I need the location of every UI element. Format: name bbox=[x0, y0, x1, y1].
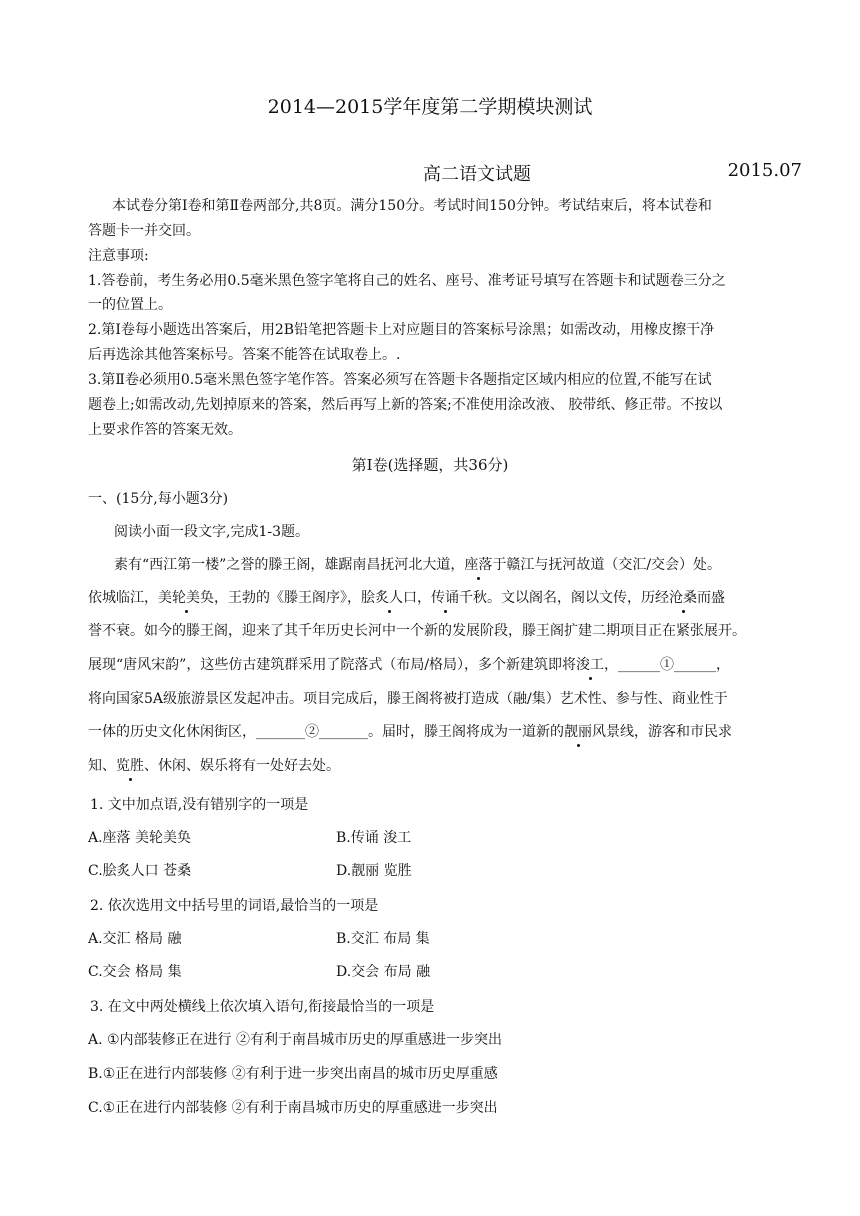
exam-subtitle: 高二语文试题 bbox=[423, 164, 531, 185]
passage-text: ，______①______， bbox=[604, 657, 731, 673]
passage-text: 一体的历史文化休闲街区，_______②_______。届时，滕王阁将成为一道新的 bbox=[88, 724, 564, 740]
question-3-option-a[interactable]: A. ①内部装修正在进行 ②有利于南昌城市历史的厚重感进一步突出 bbox=[88, 1032, 503, 1048]
question-1-option-d[interactable]: D.靓丽 览胜 bbox=[336, 863, 412, 879]
question-1-stem: 1. 文中加点语,没有错别字的一项是 bbox=[90, 797, 309, 813]
passage-line-4 bbox=[88, 655, 730, 675]
passage-text: 知、 bbox=[88, 758, 116, 774]
notice-1b: 一的位置上。 bbox=[88, 297, 172, 313]
intro-line-1: 本试卷分第Ⅰ卷和第Ⅱ卷两部分,共8页。满分150分。考试时间150分钟。考试结束后，将本试卷和 bbox=[112, 198, 712, 214]
reading-instruction: 阅读小面一段文字,完成1-3题。 bbox=[114, 524, 309, 540]
dotted-word: 脍炙人口 bbox=[361, 590, 417, 606]
question-2-stem: 2. 依次选用文中括号里的词语,最恰当的一项是 bbox=[90, 898, 379, 914]
question-2-option-b[interactable]: B.交汇 布局 集 bbox=[336, 931, 430, 947]
passage-text: 风景线，游客和市民求 bbox=[592, 724, 732, 740]
passage-line-5: 将向国家5A级旅游景区发起冲击。项目完成后，滕王阁将被打造成（融/集）艺术性、参与性、商业性于 bbox=[88, 691, 728, 707]
dotted-word: 沧桑 bbox=[669, 590, 697, 606]
intro-line-2: 答题卡一并交回。 bbox=[88, 223, 200, 239]
part-heading: 一、(15分,每小题3分) bbox=[88, 491, 229, 507]
section-heading: 第Ⅰ卷(选择题，共36分) bbox=[351, 456, 509, 474]
notice-heading: 注意事项: bbox=[88, 248, 149, 264]
question-3-option-b[interactable]: B.①正在进行内部装修 ②有利于进一步突出南昌的城市历史厚重感 bbox=[88, 1066, 498, 1082]
exam-date: 2015.07 bbox=[727, 160, 802, 181]
dotted-word: 览胜 bbox=[116, 758, 144, 774]
passage-line-3: 誉不衰。如今的滕王阁，迎来了其千年历史长河中一个新的发展阶段，滕王阁扩建二期项目正在紧张展开。 bbox=[88, 623, 746, 639]
notice-3c: 上要求作答的答案无效。 bbox=[88, 422, 242, 438]
passage-text: ， bbox=[417, 590, 431, 606]
question-2-option-d[interactable]: D.交会 布局 融 bbox=[336, 964, 431, 980]
passage-line-1 bbox=[114, 555, 721, 575]
passage-line-2 bbox=[88, 588, 725, 608]
notice-3b: 题卷上;如需改动,先划掉原来的答案，然后再写上新的答案;不准使用涂改液、 胶带纸、修正带。不按以 bbox=[88, 397, 723, 413]
passage-line-6 bbox=[88, 722, 732, 742]
dotted-word: 靓丽 bbox=[564, 724, 592, 740]
question-3-stem: 3. 在文中两处横线上依次填入语句,衔接最恰当的一项是 bbox=[90, 999, 435, 1015]
passage-text: 依城临江， bbox=[88, 590, 158, 606]
notice-2b: 后再选涂其他答案标号。答案不能答在试取卷上。. bbox=[88, 347, 401, 363]
dotted-word: 美轮美奂 bbox=[158, 590, 214, 606]
passage-text: ，王勃的《滕王阁序》， bbox=[214, 590, 361, 606]
question-1-option-a[interactable]: A.座落 美轮美奂 bbox=[88, 830, 192, 846]
notice-3a: 3.第Ⅱ卷必须用0.5毫米黑色签字笔作答。答案必须写在答题卡各题指定区域内相应的位置,不能写在试 bbox=[88, 372, 712, 388]
passage-text: 展现“唐风宋韵”，这些仿古建筑群采用了院落式（布局/格局），多个新建筑即将 bbox=[88, 657, 577, 673]
notice-1a: 1.答卷前，考生务必用0.5毫米黑色签字笔将自己的姓名、座号、准考证号填写在答题卡和试题卷三分之 bbox=[88, 273, 726, 289]
question-2-option-c[interactable]: C.交会 格局 集 bbox=[88, 964, 182, 980]
question-1-option-b[interactable]: B.传诵 浚工 bbox=[336, 830, 412, 846]
dotted-word: 浚工 bbox=[576, 657, 605, 673]
dotted-word: 座落 bbox=[464, 557, 493, 573]
passage-text: 千秋。文以阁名，阁以文传，历经 bbox=[459, 590, 669, 606]
passage-text: 而盛 bbox=[697, 590, 725, 606]
notice-2a: 2.第Ⅰ卷每小题选出答案后，用2B铅笔把答题卡上对应题目的答案标号涂黑；如需改动，用橡皮擦干净 bbox=[88, 322, 715, 338]
exam-title: 2014—2015学年度第二学期模块测试 bbox=[267, 96, 593, 118]
question-3-option-c[interactable]: C.①正在进行内部装修 ②有利于南昌城市历史的厚重感进一步突出 bbox=[88, 1100, 498, 1116]
passage-text: 于赣江与抚河故道（交汇/交会）处。 bbox=[492, 557, 722, 573]
question-1-option-c[interactable]: C.脍炙人口 苍桑 bbox=[88, 863, 192, 879]
passage-line-7 bbox=[88, 756, 340, 776]
dotted-word: 传诵 bbox=[431, 590, 459, 606]
passage-text: 、休闲、娱乐将有一处好去处。 bbox=[144, 758, 340, 774]
passage-text: 素有“西江第一楼”之誉的滕王阁，雄踞南昌抚河北大道， bbox=[114, 557, 465, 573]
question-2-option-a[interactable]: A.交汇 格局 融 bbox=[88, 931, 182, 947]
